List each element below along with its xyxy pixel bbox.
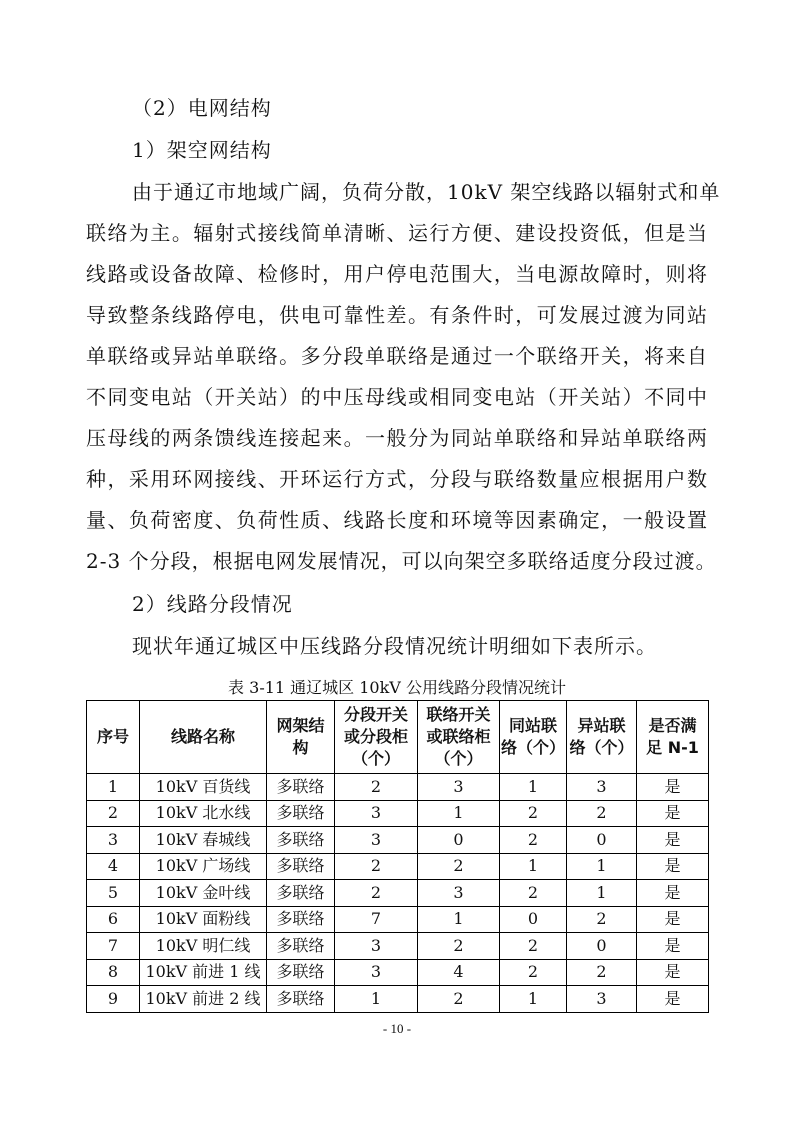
column-header-text: 络（个） — [500, 738, 565, 757]
table-cell: 9 — [87, 986, 140, 1013]
table-cell: 1 — [500, 853, 567, 880]
table-cell: 0 — [418, 827, 500, 854]
column-header-text: 或分段柜 — [343, 727, 408, 746]
table-cell: 多联络 — [267, 774, 335, 801]
table-cell: 3 — [418, 880, 500, 907]
table-cell: 多联络 — [267, 800, 335, 827]
table-cell: 2 — [500, 959, 567, 986]
table-row — [87, 906, 709, 933]
table-cell: 是 — [637, 906, 709, 933]
table-cell: 多联络 — [267, 853, 335, 880]
table-cell: 3 — [418, 774, 500, 801]
table-cell: 2 — [335, 853, 418, 880]
table-cell: 1 — [335, 986, 418, 1013]
column-header-text: 序号 — [96, 727, 129, 746]
table-intro-paragraph: 现状年通辽城区中压线路分段情况统计明细如下表所示。 — [132, 634, 657, 658]
table-cell: 2 — [500, 880, 567, 907]
page-number: - 10 - — [382, 1021, 412, 1036]
paragraph-line: 导致整条线路停电，供电可靠性差。有条件时，可发展过渡为同站 — [86, 303, 708, 327]
table-cell: 10kV 明仁线 — [140, 933, 267, 960]
table-cell: 3 — [567, 774, 637, 801]
column-header-text: 网架结 — [276, 716, 325, 735]
column-header-text: 线路名称 — [170, 727, 235, 746]
table-cell: 1 — [418, 800, 500, 827]
column-header — [140, 701, 267, 774]
column-header-text: 是否满 — [648, 716, 697, 735]
table-cell: 3 — [335, 933, 418, 960]
column-header — [267, 701, 335, 774]
column-header — [637, 701, 709, 774]
subsection-heading-segments: 2）线路分段情况 — [132, 592, 293, 616]
table-cell: 2 — [500, 827, 567, 854]
table-cell: 多联络 — [267, 986, 335, 1013]
table-cell: 是 — [637, 774, 709, 801]
table-cell: 多联络 — [267, 827, 335, 854]
column-header — [335, 701, 418, 774]
table-cell: 2 — [87, 800, 140, 827]
paragraph-line: 由于通辽市地域广阔，负荷分散，10kV 架空线路以辐射式和单 — [132, 180, 721, 204]
table-cell: 10kV 广场线 — [140, 853, 267, 880]
column-header-text: 同站联 — [508, 716, 557, 735]
table-cell: 10kV 百货线 — [140, 774, 267, 801]
table-cell: 1 — [418, 906, 500, 933]
table-cell: 1 — [567, 880, 637, 907]
table-cell: 4 — [87, 853, 140, 880]
table-cell: 10kV 北水线 — [140, 800, 267, 827]
table-cell: 0 — [567, 827, 637, 854]
table-cell: 3 — [87, 827, 140, 854]
paragraph-line: 2-3 个分段，根据电网发展情况，可以向架空多联络适度分段过渡。 — [86, 549, 717, 573]
column-header-text: 异站联 — [577, 716, 626, 735]
paragraph-line: 种，采用环网接线、开环运行方式，分段与联络数量应根据用户数 — [86, 467, 708, 491]
table-cell: 6 — [87, 906, 140, 933]
table-row — [87, 774, 709, 801]
table-cell: 8 — [87, 959, 140, 986]
paragraph-line: 量、负荷密度、负荷性质、线路长度和环境等因素确定，一般设置 — [86, 508, 708, 532]
table-cell: 3 — [567, 986, 637, 1013]
table-cell: 2 — [500, 933, 567, 960]
table-cell: 2 — [335, 880, 418, 907]
table-cell: 0 — [500, 906, 567, 933]
column-header-text: 联络开关 — [426, 705, 491, 724]
column-header-text: 络（个） — [569, 738, 634, 757]
subsection-heading-overhead: 1）架空网结构 — [132, 138, 272, 162]
table-cell: 4 — [418, 959, 500, 986]
table-cell: 多联络 — [267, 933, 335, 960]
table-cell: 7 — [335, 906, 418, 933]
table-cell: 2 — [335, 774, 418, 801]
table-cell: 2 — [567, 906, 637, 933]
column-header — [567, 701, 637, 774]
table-cell: 多联络 — [267, 906, 335, 933]
table-cell: 1 — [500, 774, 567, 801]
table-cell: 2 — [418, 933, 500, 960]
table-cell: 是 — [637, 880, 709, 907]
table-row — [87, 959, 709, 986]
table-caption: 表 3-11 通辽城区 10kV 公用线路分段情况统计 — [228, 678, 566, 697]
paragraph-line: 线路或设备故障、检修时，用户停电范围大，当电源故障时，则将 — [86, 262, 708, 286]
table-cell: 2 — [500, 800, 567, 827]
column-header-text: 分段开关 — [343, 705, 408, 724]
table-cell: 10kV 金叶线 — [140, 880, 267, 907]
table-cell: 多联络 — [267, 880, 335, 907]
table-cell: 1 — [87, 774, 140, 801]
table-cell: 是 — [637, 933, 709, 960]
table-cell: 3 — [335, 827, 418, 854]
paragraph-line: 不同变电站（开关站）的中压母线或相同变电站（开关站）不同中 — [86, 385, 708, 409]
table-cell: 1 — [567, 853, 637, 880]
table-row — [87, 986, 709, 1013]
table-cell: 10kV 前进 1 线 — [140, 959, 267, 986]
table-row — [87, 827, 709, 854]
column-header — [87, 701, 140, 774]
column-header-text: 构 — [292, 738, 309, 757]
paragraph-line: 单联络或异站单联络。多分段单联络是通过一个联络开关，将来自 — [86, 344, 708, 368]
column-header-text: 或联络柜 — [426, 727, 491, 746]
column-header-text: 足 N-1 — [646, 738, 699, 757]
segment-statistics-table — [86, 700, 709, 1013]
column-header — [418, 701, 500, 774]
table-cell: 1 — [500, 986, 567, 1013]
column-header-text: （个） — [351, 749, 400, 768]
table-row — [87, 800, 709, 827]
table-cell: 3 — [335, 800, 418, 827]
table-cell: 2 — [567, 800, 637, 827]
table-cell: 是 — [637, 800, 709, 827]
table-cell: 10kV 面粉线 — [140, 906, 267, 933]
table-cell: 3 — [335, 959, 418, 986]
table-cell: 10kV 春城线 — [140, 827, 267, 854]
table-header-row — [87, 701, 709, 774]
table-cell: 是 — [637, 959, 709, 986]
table-cell: 7 — [87, 933, 140, 960]
column-header — [500, 701, 567, 774]
table-cell: 是 — [637, 853, 709, 880]
table-cell: 2 — [418, 986, 500, 1013]
table-cell: 5 — [87, 880, 140, 907]
paragraph-line: 联络为主。辐射式接线简单清晰、运行方便、建设投资低，但是当 — [86, 221, 708, 245]
column-header-text: （个） — [434, 749, 483, 768]
table-row — [87, 880, 709, 907]
paragraph-line: 压母线的两条馈线连接起来。一般分为同站单联络和异站单联络两 — [86, 426, 708, 450]
table-cell: 多联络 — [267, 959, 335, 986]
table-cell: 是 — [637, 986, 709, 1013]
table-cell: 0 — [567, 933, 637, 960]
table-row — [87, 853, 709, 880]
table-cell: 10kV 前进 2 线 — [140, 986, 267, 1013]
section-heading-grid-structure: （2）电网结构 — [132, 96, 272, 120]
table-cell: 是 — [637, 827, 709, 854]
table-cell: 2 — [567, 959, 637, 986]
table-row — [87, 933, 709, 960]
table-cell: 2 — [418, 853, 500, 880]
